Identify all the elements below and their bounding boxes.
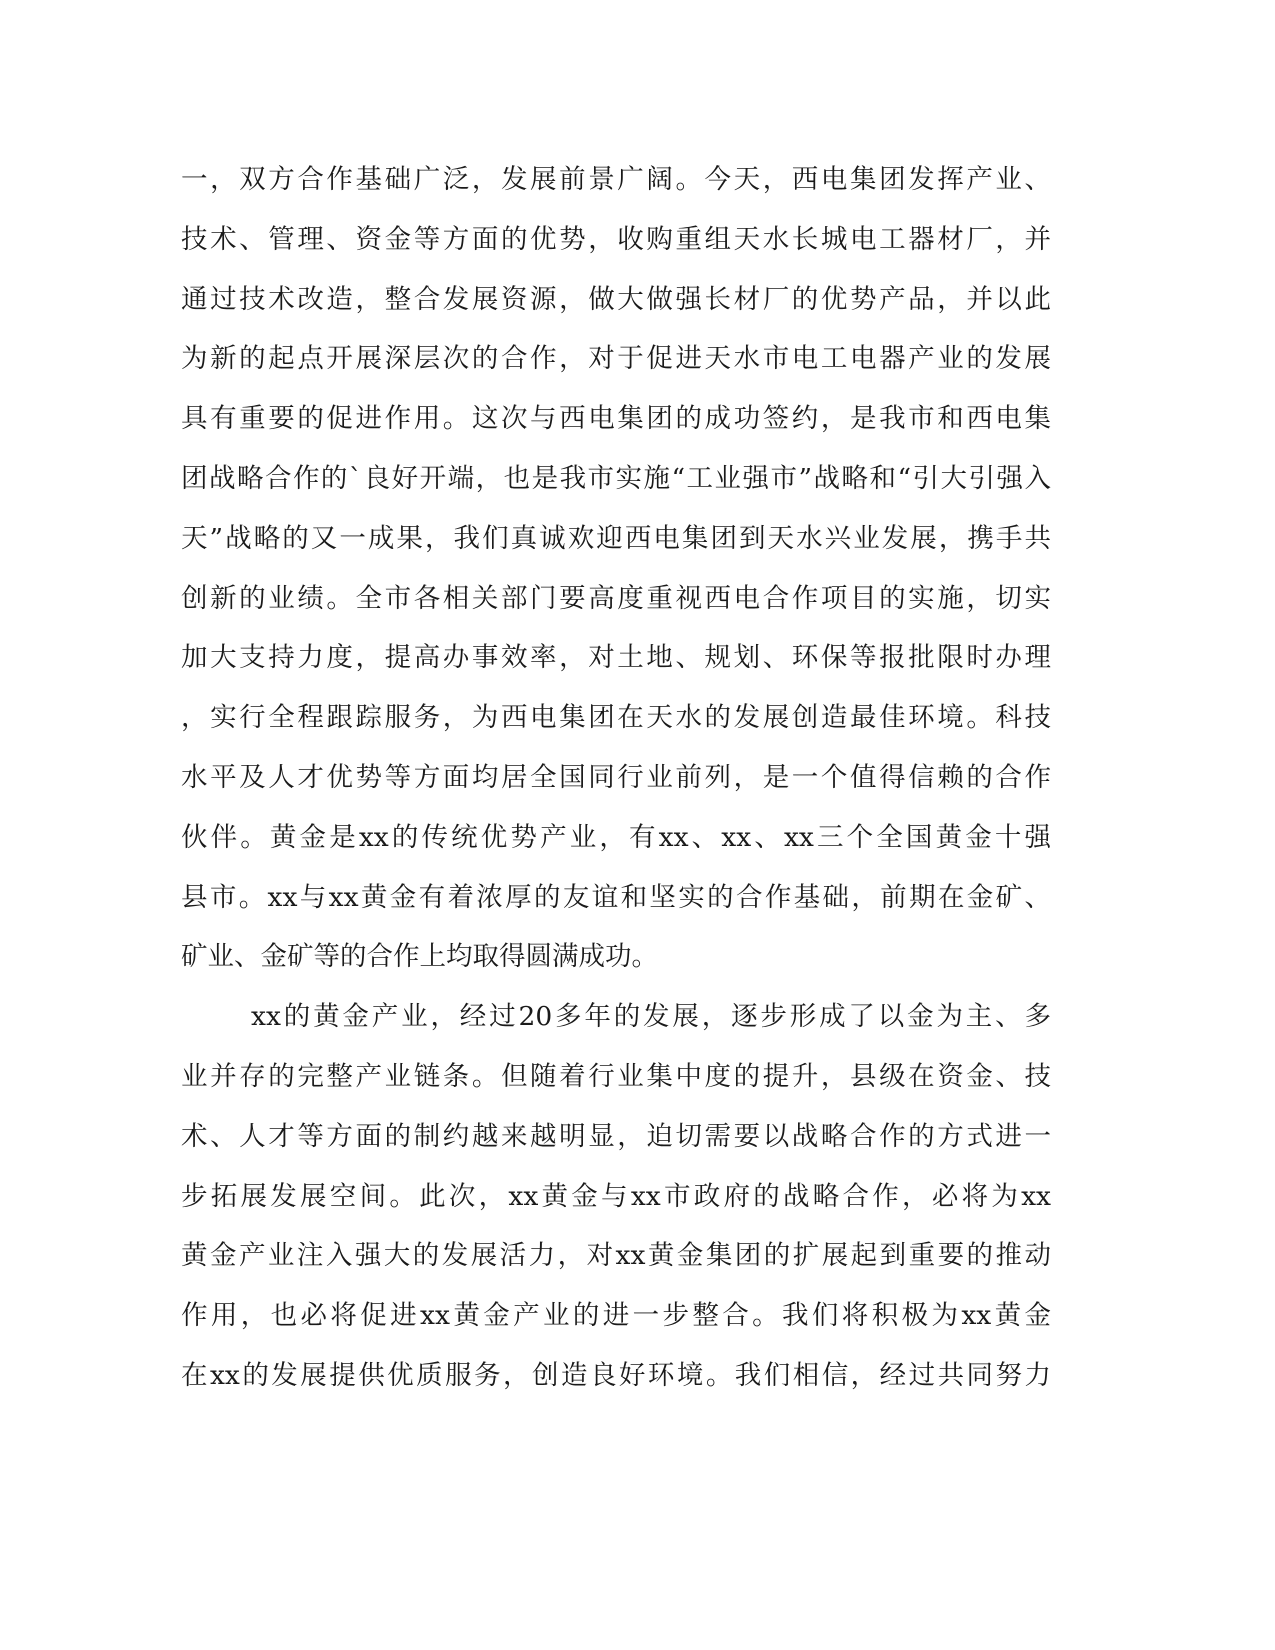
paragraph-line: 作用，也必将促进xx黄金产业的进一步整合。我们将积极为xx黄金 (181, 1300, 1051, 1332)
paragraph-line: 在xx的发展提供优质服务，创造良好环境。我们相信，经过共同努力 (181, 1359, 1051, 1391)
paragraph-line: 矿业、金矿等的合作上均取得圆满成功。 (181, 941, 658, 973)
paragraph-line: 通过技术改造，整合发展资源，做大做强长材厂的优势产品，并以此 (181, 283, 1051, 315)
paragraph-1 (181, 150, 1051, 987)
paragraph-line: 一，双方合作基础广泛，发展前景广阔。今天，西电集团发挥产业、 (181, 164, 1051, 195)
paragraph-line: 具有重要的促进作用。这次与西电集团的成功签约，是我市和西电集 (181, 403, 1051, 435)
paragraph-line: 县市。xx与xx黄金有着浓厚的友谊和坚实的合作基础，前期在金矿、 (181, 881, 1051, 913)
paragraph-line: 创新的业绩。全市各相关部门要高度重视西电合作项目的实施，切实 (181, 582, 1051, 614)
paragraph-2 (181, 987, 1051, 1406)
document-body (181, 150, 1051, 1406)
paragraph-line: 步拓展发展空间。此次，xx黄金与xx市政府的战略合作，必将为xx (181, 1180, 1051, 1212)
paragraph-line: 天”战略的又一成果，我们真诚欢迎西电集团到天水兴业发展，携手共 (181, 522, 1051, 554)
paragraph-line: 术、人才等方面的制约越来越明显，迫切需要以战略合作的方式进一 (181, 1120, 1051, 1152)
paragraph-line: 加大支持力度，提高办事效率，对土地、规划、环保等报批限时办理 (181, 642, 1051, 674)
paragraph-line: 技术、管理、资金等方面的优势，收购重组天水长城电工器材厂，并 (181, 223, 1051, 255)
paragraph-line: xx的黄金产业，经过20多年的发展，逐步形成了以金为主、多 (251, 1001, 1051, 1033)
paragraph-line: 团战略合作的`良好开端，也是我市实施“工业强市”战略和“引大引强入 (181, 462, 1051, 494)
paragraph-line: 业并存的完整产业链条。但随着行业集中度的提升，县级在资金、技 (181, 1060, 1051, 1092)
paragraph-line: 伙伴。黄金是xx的传统优势产业，有xx、xx、xx三个全国黄金十强 (181, 821, 1051, 853)
paragraph-line: 黄金产业注入强大的发展活力，对xx黄金集团的扩展起到重要的推动 (181, 1240, 1051, 1272)
paragraph-line: ，实行全程跟踪服务，为西电集团在天水的发展创造最佳环境。科技 (181, 702, 1051, 734)
paragraph-line: 为新的起点开展深层次的合作，对于促进天水市电工电器产业的发展 (181, 343, 1051, 375)
paragraph-line: 水平及人才优势等方面均居全国同行业前列，是一个值得信赖的合作 (181, 761, 1051, 793)
